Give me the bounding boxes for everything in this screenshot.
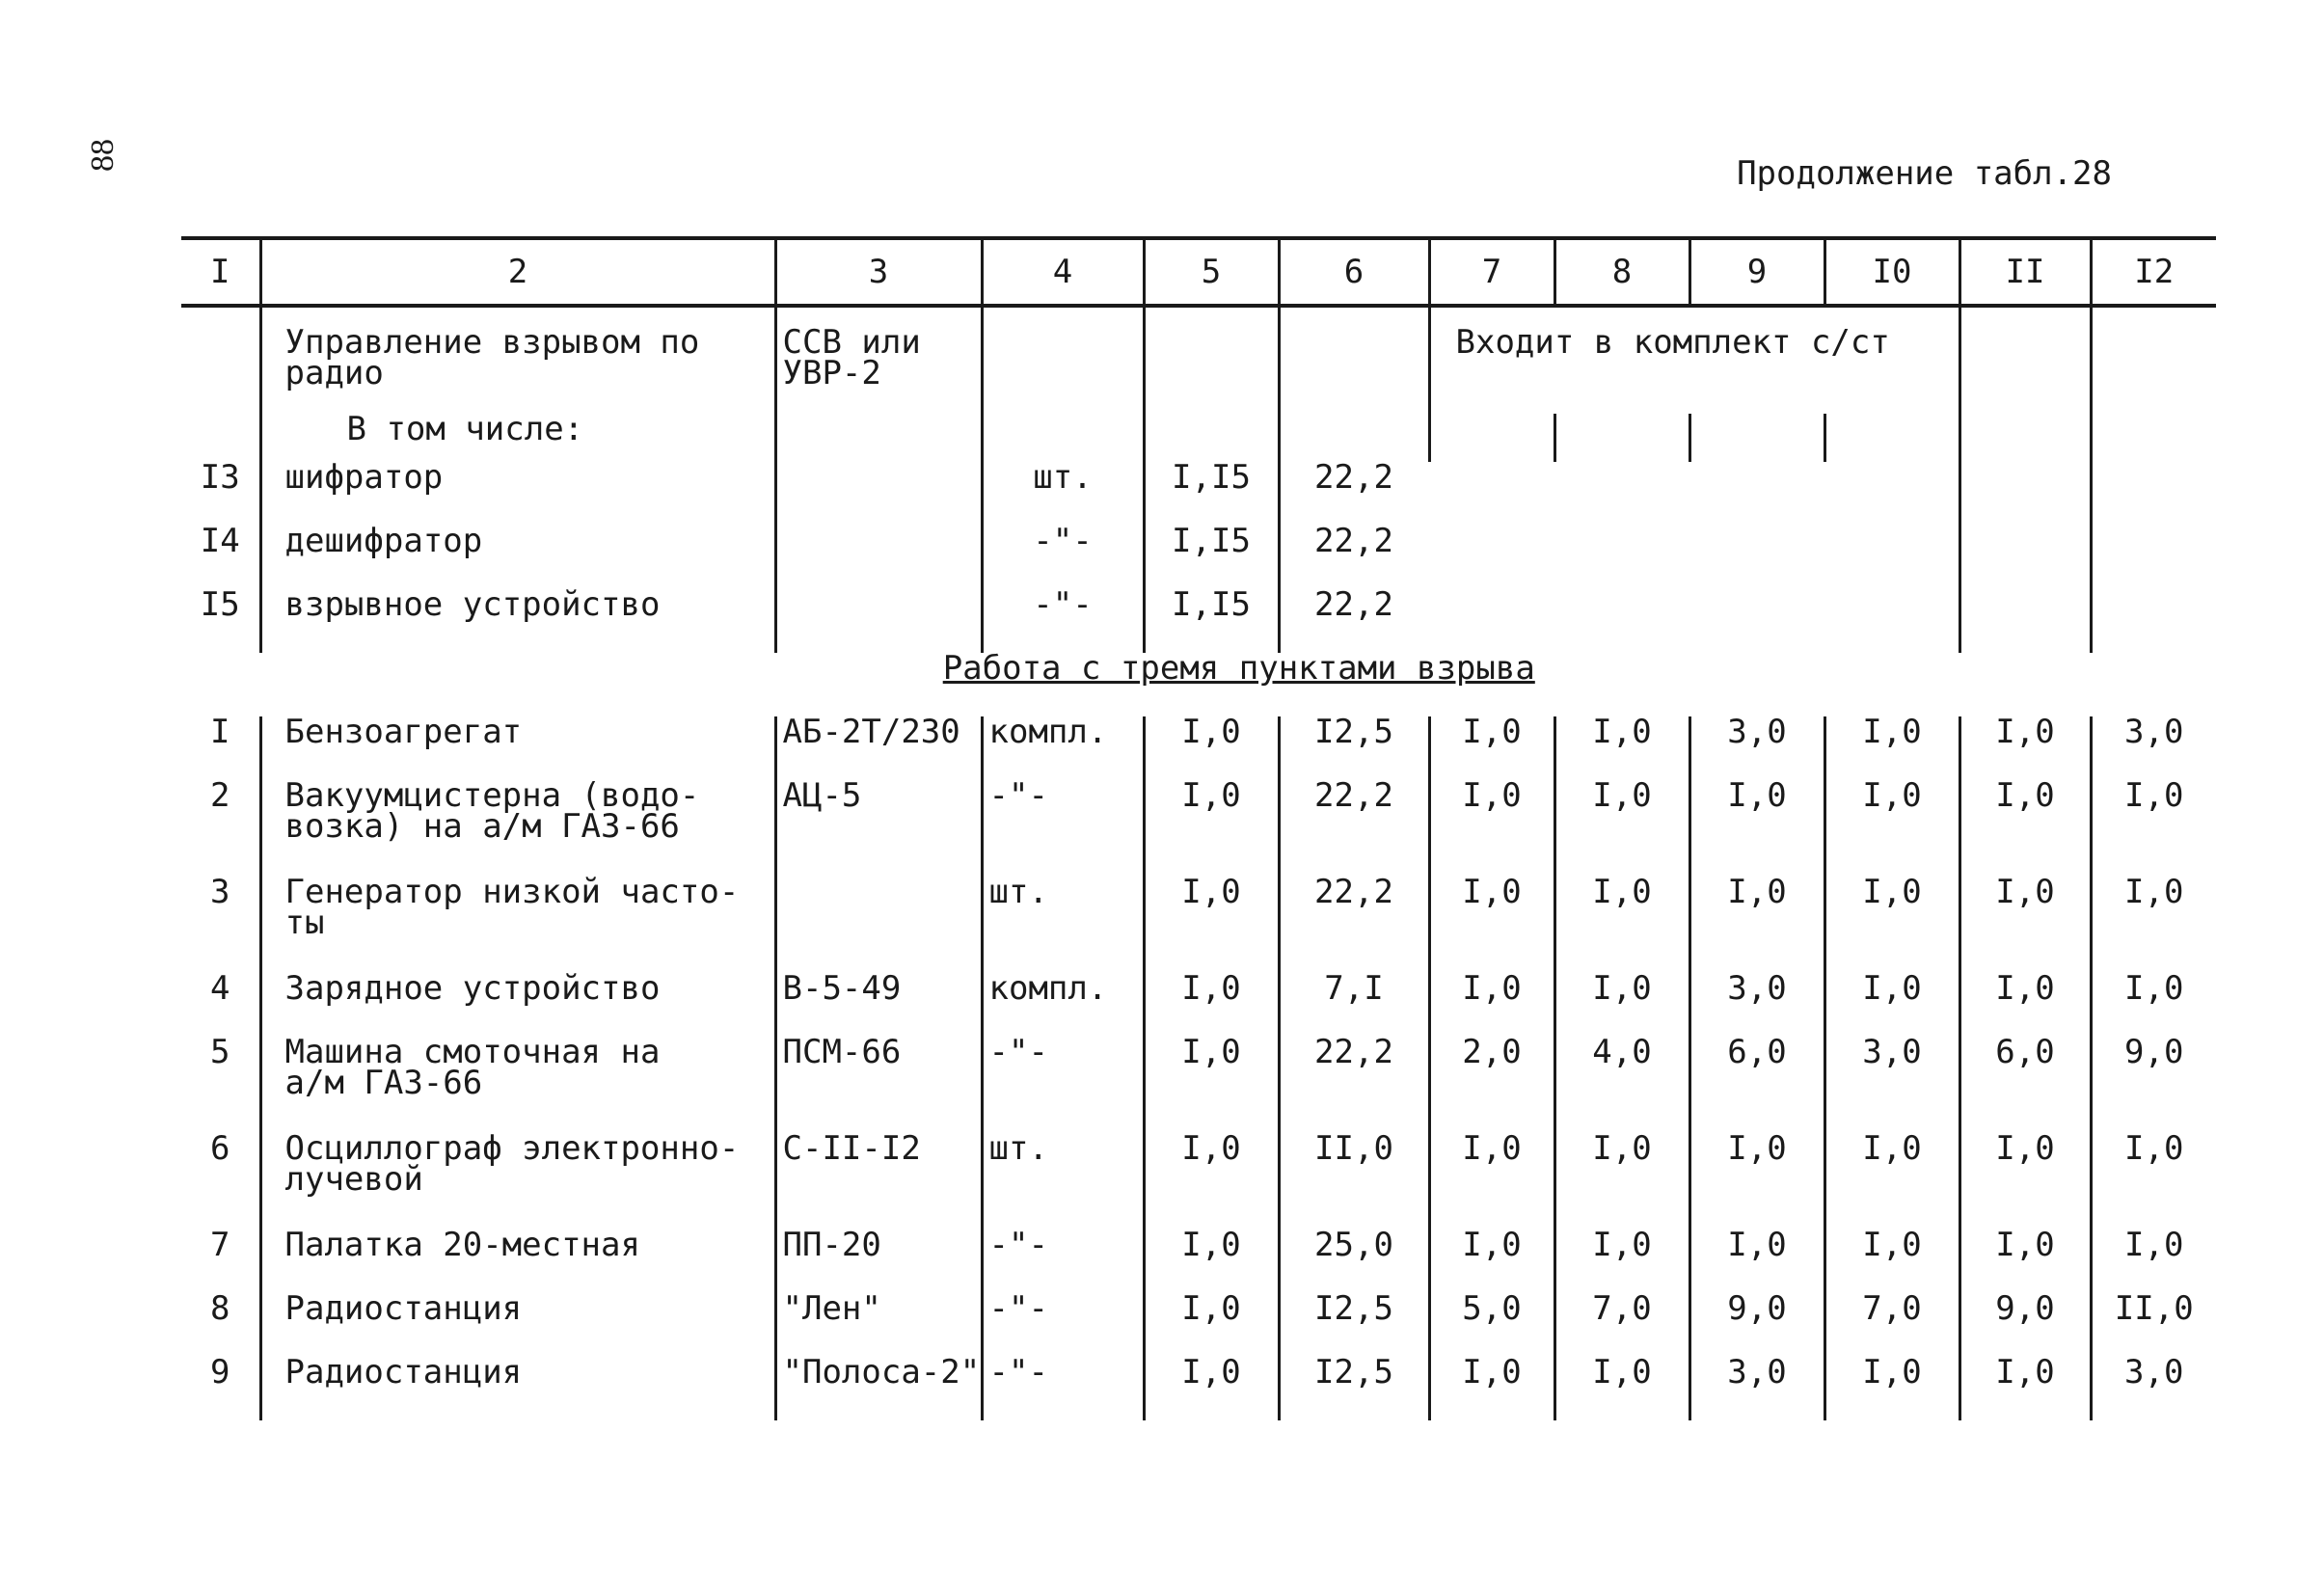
table-row	[181, 877, 2216, 973]
header-cell: I0	[1824, 238, 1959, 306]
cell-c5: I,0	[1144, 877, 1279, 973]
cell-c9: 3,0	[1689, 716, 1824, 780]
row-name	[260, 969, 775, 1037]
cell-model	[775, 877, 982, 973]
cell-c9: 9,0	[1689, 1293, 1824, 1357]
row-name	[260, 1226, 775, 1293]
cell-c8: I,0	[1554, 1133, 1689, 1229]
cell-c11: I,0	[1959, 780, 2091, 877]
cell-unit: -"-	[982, 1357, 1144, 1420]
cell-unit: -"-	[982, 780, 1144, 877]
management-model-line1: ССВ или	[782, 323, 921, 362]
cell-model: АБ-2Т/230	[775, 716, 982, 780]
section-title: Работа с тремя пунктами взрыва	[942, 649, 1535, 688]
header-cell: 6	[1279, 238, 1429, 306]
cell-unit: шт.	[982, 877, 1144, 973]
cell-unit: -"-	[982, 1229, 1144, 1293]
cell-c12: I,0	[2091, 1229, 2216, 1293]
cell-c8: I,0	[1554, 1229, 1689, 1293]
cell-c9: I,0	[1689, 1229, 1824, 1293]
header-cell: 3	[775, 238, 982, 306]
cell-c5: I,0	[1144, 780, 1279, 877]
cell-c5: I,0	[1144, 1357, 1279, 1420]
sub-item-c5: I,I5	[1144, 589, 1279, 653]
management-name-line2: радио	[284, 354, 384, 392]
cell-model: ПСМ-66	[775, 1037, 982, 1133]
subheading: В том числе:	[260, 414, 775, 462]
sub-item-c6: 22,2	[1279, 462, 1429, 526]
cell-model: "Лен"	[775, 1293, 982, 1357]
sub-item-no: I4	[200, 522, 240, 560]
cell-c8: I,0	[1554, 877, 1689, 973]
cell-c11: 6,0	[1959, 1037, 2091, 1133]
sub-item-c5: I,I5	[1144, 526, 1279, 589]
row-name-line1: Вакуумцистерна (водо-	[284, 776, 700, 815]
management-model-line2: УВР-2	[782, 354, 881, 392]
cell-c7: I,0	[1429, 716, 1554, 780]
cell-c7: I,0	[1429, 780, 1554, 877]
row-number: I	[210, 713, 230, 751]
sub-item-c6: 22,2	[1279, 589, 1429, 653]
row-name-line2: лучевой	[284, 1160, 423, 1199]
row-name-line1: Радиостанция	[284, 1289, 523, 1328]
sub-item-no: I3	[200, 458, 240, 497]
cell-c11: I,0	[1959, 1229, 2091, 1293]
table-row	[181, 716, 2216, 780]
row-number: 9	[210, 1353, 230, 1391]
header-cell: I	[181, 238, 260, 306]
cell-c7: I,0	[1429, 973, 1554, 1037]
table-row	[181, 1293, 2216, 1357]
row-name	[260, 1289, 775, 1357]
cell-c7: I,0	[1429, 877, 1554, 973]
cell-c11: I,0	[1959, 1133, 2091, 1229]
cell-c9: I,0	[1689, 1133, 1824, 1229]
header-cell: 4	[982, 238, 1144, 306]
cell-model: ПП-20	[775, 1229, 982, 1293]
cell-c7: I,0	[1429, 1229, 1554, 1293]
header-cell: 9	[1689, 238, 1824, 306]
cell-model: В-5-49	[775, 973, 982, 1037]
sub-item-row	[181, 462, 2216, 526]
row-name-line2: возка) на а/м ГАЗ-66	[284, 807, 680, 846]
cell-c12: I,0	[2091, 1133, 2216, 1229]
cell-c10: I,0	[1824, 780, 1959, 877]
cell-c10: 3,0	[1824, 1037, 1959, 1133]
table-row	[181, 1357, 2216, 1420]
cell-c7: 2,0	[1429, 1037, 1554, 1133]
sub-item-c5: I,I5	[1144, 462, 1279, 526]
sub-item-name: дешифратор	[260, 526, 775, 589]
cell-c8: I,0	[1554, 716, 1689, 780]
cell-c12: 3,0	[2091, 716, 2216, 780]
subheading-row	[181, 414, 2216, 462]
row-number: 4	[210, 969, 230, 1008]
cell-unit: компл.	[982, 716, 1144, 780]
sub-item-row	[181, 589, 2216, 653]
cell-c7: I,0	[1429, 1357, 1554, 1420]
sub-item-no: I5	[200, 585, 240, 624]
cell-unit: шт.	[982, 1133, 1144, 1229]
cell-c12: II,0	[2091, 1293, 2216, 1357]
row-name-line1: Зарядное устройство	[284, 969, 661, 1008]
row-name	[260, 873, 775, 973]
header-cell: 2	[260, 238, 775, 306]
cell-c9: I,0	[1689, 780, 1824, 877]
row-name-line1: Палатка 20-местная	[284, 1226, 640, 1264]
sub-item-name: взрывное устройство	[260, 589, 775, 653]
management-row	[181, 306, 2216, 414]
cell-c7: I,0	[1429, 1133, 1554, 1229]
cell-c6: 22,2	[1279, 877, 1429, 973]
table-row	[181, 973, 2216, 1037]
merged-note: Входит в комплект с/ст	[1429, 306, 1959, 414]
page-number: 88	[85, 139, 121, 172]
row-number: 3	[210, 873, 230, 911]
sub-item-unit: -"-	[982, 589, 1144, 653]
table-row	[181, 1037, 2216, 1133]
sub-item-name: шифратор	[260, 462, 775, 526]
cell-c12: 9,0	[2091, 1037, 2216, 1133]
header-cell: 7	[1429, 238, 1554, 306]
cell-c11: I,0	[1959, 716, 2091, 780]
cell-c9: I,0	[1689, 877, 1824, 973]
row-number: 5	[210, 1033, 230, 1071]
cell-model: АЦ-5	[775, 780, 982, 877]
table-caption: Продолжение табл.28	[1737, 154, 2112, 193]
equipment-table	[181, 236, 2216, 1420]
cell-c12: I,0	[2091, 877, 2216, 973]
cell-c6: 25,0	[1279, 1229, 1429, 1293]
cell-c6: 7,I	[1279, 973, 1429, 1037]
row-number: 2	[210, 776, 230, 815]
cell-c5: I,0	[1144, 716, 1279, 780]
cell-c8: 4,0	[1554, 1037, 1689, 1133]
cell-unit: компл.	[982, 973, 1144, 1037]
row-name	[260, 713, 775, 780]
cell-c6: 22,2	[1279, 780, 1429, 877]
cell-unit: -"-	[982, 1293, 1144, 1357]
sub-item-unit: -"-	[982, 526, 1144, 589]
cell-c9: 3,0	[1689, 1357, 1824, 1420]
cell-c6: II,0	[1279, 1133, 1429, 1229]
cell-c11: I,0	[1959, 877, 2091, 973]
cell-c5: I,0	[1144, 1133, 1279, 1229]
cell-unit: -"-	[982, 1037, 1144, 1133]
cell-c5: I,0	[1144, 973, 1279, 1037]
cell-model: С-II-I2	[775, 1133, 982, 1229]
row-name-line1: Генератор низкой часто-	[284, 873, 740, 911]
header-cell: 5	[1144, 238, 1279, 306]
row-name-line2: ты	[284, 904, 325, 942]
sub-item-c6: 22,2	[1279, 526, 1429, 589]
cell-c10: I,0	[1824, 1357, 1959, 1420]
cell-c9: 3,0	[1689, 973, 1824, 1037]
cell-c10: I,0	[1824, 716, 1959, 780]
cell-c8: I,0	[1554, 973, 1689, 1037]
cell-c8: I,0	[1554, 1357, 1689, 1420]
row-name	[260, 776, 775, 877]
table-row	[181, 1133, 2216, 1229]
cell-c12: I,0	[2091, 780, 2216, 877]
cell-c10: I,0	[1824, 973, 1959, 1037]
cell-c10: I,0	[1824, 1229, 1959, 1293]
row-number: 6	[210, 1129, 230, 1168]
row-name-line2: а/м ГАЗ-66	[284, 1064, 483, 1102]
cell-c6: I2,5	[1279, 1357, 1429, 1420]
cell-c7: 5,0	[1429, 1293, 1554, 1357]
sub-item-row	[181, 526, 2216, 589]
table-row	[181, 1229, 2216, 1293]
cell-c5: I,0	[1144, 1229, 1279, 1293]
cell-c5: I,0	[1144, 1037, 1279, 1133]
cell-c6: 22,2	[1279, 1037, 1429, 1133]
sub-item-unit: шт.	[982, 462, 1144, 526]
header-cell: 8	[1554, 238, 1689, 306]
row-name-line1: Машина смоточная на	[284, 1033, 661, 1071]
cell-c10: 7,0	[1824, 1293, 1959, 1357]
row-name	[260, 1033, 775, 1133]
cell-c10: I,0	[1824, 877, 1959, 973]
header-cell: II	[1959, 238, 2091, 306]
row-name-line1: Радиостанция	[284, 1353, 523, 1391]
cell-c8: I,0	[1554, 780, 1689, 877]
cell-c12: 3,0	[2091, 1357, 2216, 1420]
cell-c6: I2,5	[1279, 1293, 1429, 1357]
management-name-line1: Управление взрывом по	[284, 323, 700, 362]
cell-c11: I,0	[1959, 973, 2091, 1037]
header-row	[181, 238, 2216, 306]
cell-c6: I2,5	[1279, 716, 1429, 780]
cell-c9: 6,0	[1689, 1037, 1824, 1133]
row-number: 8	[210, 1289, 230, 1328]
row-name	[260, 1353, 775, 1420]
cell-c11: I,0	[1959, 1357, 2091, 1420]
row-name-line1: Осциллограф электронно-	[284, 1129, 740, 1168]
cell-model: "Полоса-2"	[775, 1357, 982, 1420]
row-number: 7	[210, 1226, 230, 1264]
row-name	[260, 1129, 775, 1229]
table-row	[181, 780, 2216, 877]
cell-c10: I,0	[1824, 1133, 1959, 1229]
row-name-line1: Бензоагрегат	[284, 713, 523, 751]
cell-c11: 9,0	[1959, 1293, 2091, 1357]
header-cell: I2	[2091, 238, 2216, 306]
cell-c5: I,0	[1144, 1293, 1279, 1357]
section-row	[181, 653, 2216, 716]
cell-c8: 7,0	[1554, 1293, 1689, 1357]
cell-c12: I,0	[2091, 973, 2216, 1037]
